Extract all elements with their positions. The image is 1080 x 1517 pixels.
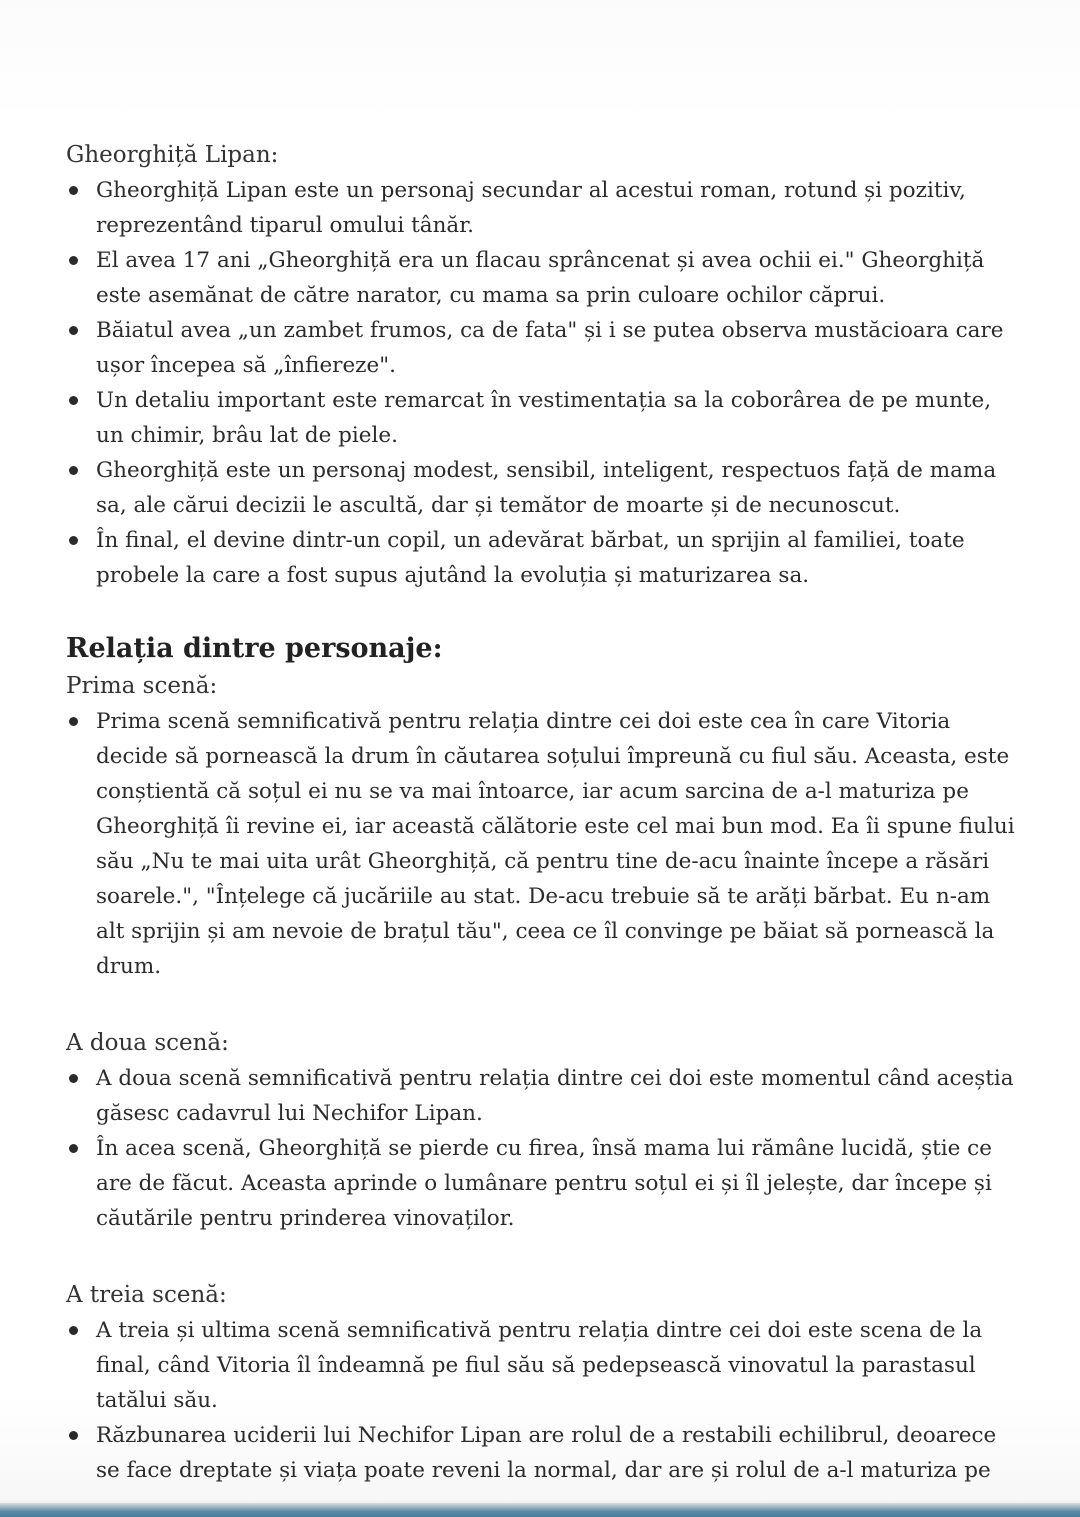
list-item — [66, 704, 1016, 984]
list-item-text: El avea 17 ani „Gheorghiță era un flacau sprâncenat și avea ochii ei." Gheorghiță este asemănat de către narator, cu mama sa prin culoare ochilor căprui. — [96, 248, 985, 308]
list-item — [66, 383, 1016, 453]
page-content — [66, 138, 1016, 1488]
scene-bullet-list — [66, 704, 1016, 984]
bullet-icon — [69, 186, 78, 195]
character-bullet-list — [66, 173, 1016, 593]
bullet-icon — [69, 536, 78, 545]
list-item-text: A doua scenă semnificativă pentru relația dintre cei doi este momentul când aceștia găsesc cadavrul lui Nechifor Lipan. — [96, 1066, 1014, 1126]
list-item-text: Prima scenă semnificativă pentru relația dintre cei doi este cea în care Vitoria decide să pornească la drum în căutarea soțului împreună cu fiul său. Aceasta, este conștientă că soțul ei nu se va mai întoarce, iar acum sarcina de a-l maturiza pe Gheorghiță îi revine ei, iar această călătorie este cel mai bun mod. Ea îi spune fiului său „Nu te mai uita urât Gheorghiță, că pentru tine de-acu înainte începe a răsări soarele.", "Înțelege că jucăriile au stat. De-acu trebuie să te arăți bărbat. Eu n-am alt sprijin și am nevoie de brațul tău", ceea ce îl convinge pe băiat să pornească la drum. — [96, 709, 1015, 979]
list-item — [66, 523, 1016, 593]
scene-label: A doua scenă: — [66, 1030, 229, 1056]
bullet-icon — [69, 1074, 78, 1083]
list-item-text: Gheorghiță Lipan este un personaj secundar al acestui roman, rotund și pozitiv, reprezentând tiparul omului tânăr. — [96, 178, 966, 238]
bullet-icon — [69, 466, 78, 475]
bullet-icon — [69, 1326, 78, 1335]
list-item — [66, 313, 1016, 383]
bullet-icon — [69, 717, 78, 726]
list-item-text: A treia și ultima scenă semnificativă pentru relația dintre cei doi este scena de la final, când Vitoria îl îndeamnă pe fiul său să pedepsească vinovatul la parastasul tatălui său. — [96, 1318, 983, 1413]
bullet-icon — [69, 1144, 78, 1153]
scene-bullet-list — [66, 1061, 1016, 1236]
section-title: Relația dintre personaje: — [66, 633, 443, 664]
list-item — [66, 243, 1016, 313]
list-item-text: Băiatul avea „un zambet frumos, ca de fata" și i se putea observa mustăcioara care ușor începea să „înfiereze". — [96, 318, 1004, 378]
list-item — [66, 173, 1016, 243]
list-item — [66, 453, 1016, 523]
character-heading: Gheorghiță Lipan: — [66, 142, 279, 168]
list-item-text: În acea scenă, Gheorghiță se pierde cu firea, însă mama lui rămâne lucidă, știe ce are de făcut. Aceasta aprinde o lumânare pentru soțul ei și îl jelește, dar începe și căutările pentru prinderea vinovaților. — [96, 1136, 992, 1231]
list-item — [66, 1418, 1016, 1488]
list-item — [66, 1131, 1016, 1236]
list-item — [66, 1313, 1016, 1418]
list-item — [66, 1061, 1016, 1131]
bullet-icon — [69, 256, 78, 265]
list-item-text: În final, el devine dintr-un copil, un adevărat bărbat, un sprijin al familiei, toate probele la care a fost supus ajutând la evoluția și maturizarea sa. — [96, 528, 965, 588]
page-bottom-edge — [0, 1503, 1080, 1517]
bullet-icon — [69, 1431, 78, 1440]
scene-bullet-list — [66, 1313, 1016, 1488]
bullet-icon — [69, 396, 78, 405]
bullet-icon — [69, 326, 78, 335]
scene-label: Prima scenă: — [66, 673, 218, 699]
list-item-text: Un detaliu important este remarcat în vestimentația sa la coborârea de pe munte, un chimir, brâu lat de piele. — [96, 388, 992, 448]
list-item-text: Gheorghiță este un personaj modest, sensibil, inteligent, respectuos față de mama sa, ale cărui decizii le ascultă, dar și temător de moarte și de necunoscut. — [96, 458, 997, 518]
scene-label: A treia scenă: — [66, 1282, 227, 1308]
list-item-text: Răzbunarea uciderii lui Nechifor Lipan are rolul de a restabili echilibrul, deoarece se face dreptate și viața poate reveni la normal, dar are și rolul de a-l maturiza pe — [96, 1423, 997, 1483]
